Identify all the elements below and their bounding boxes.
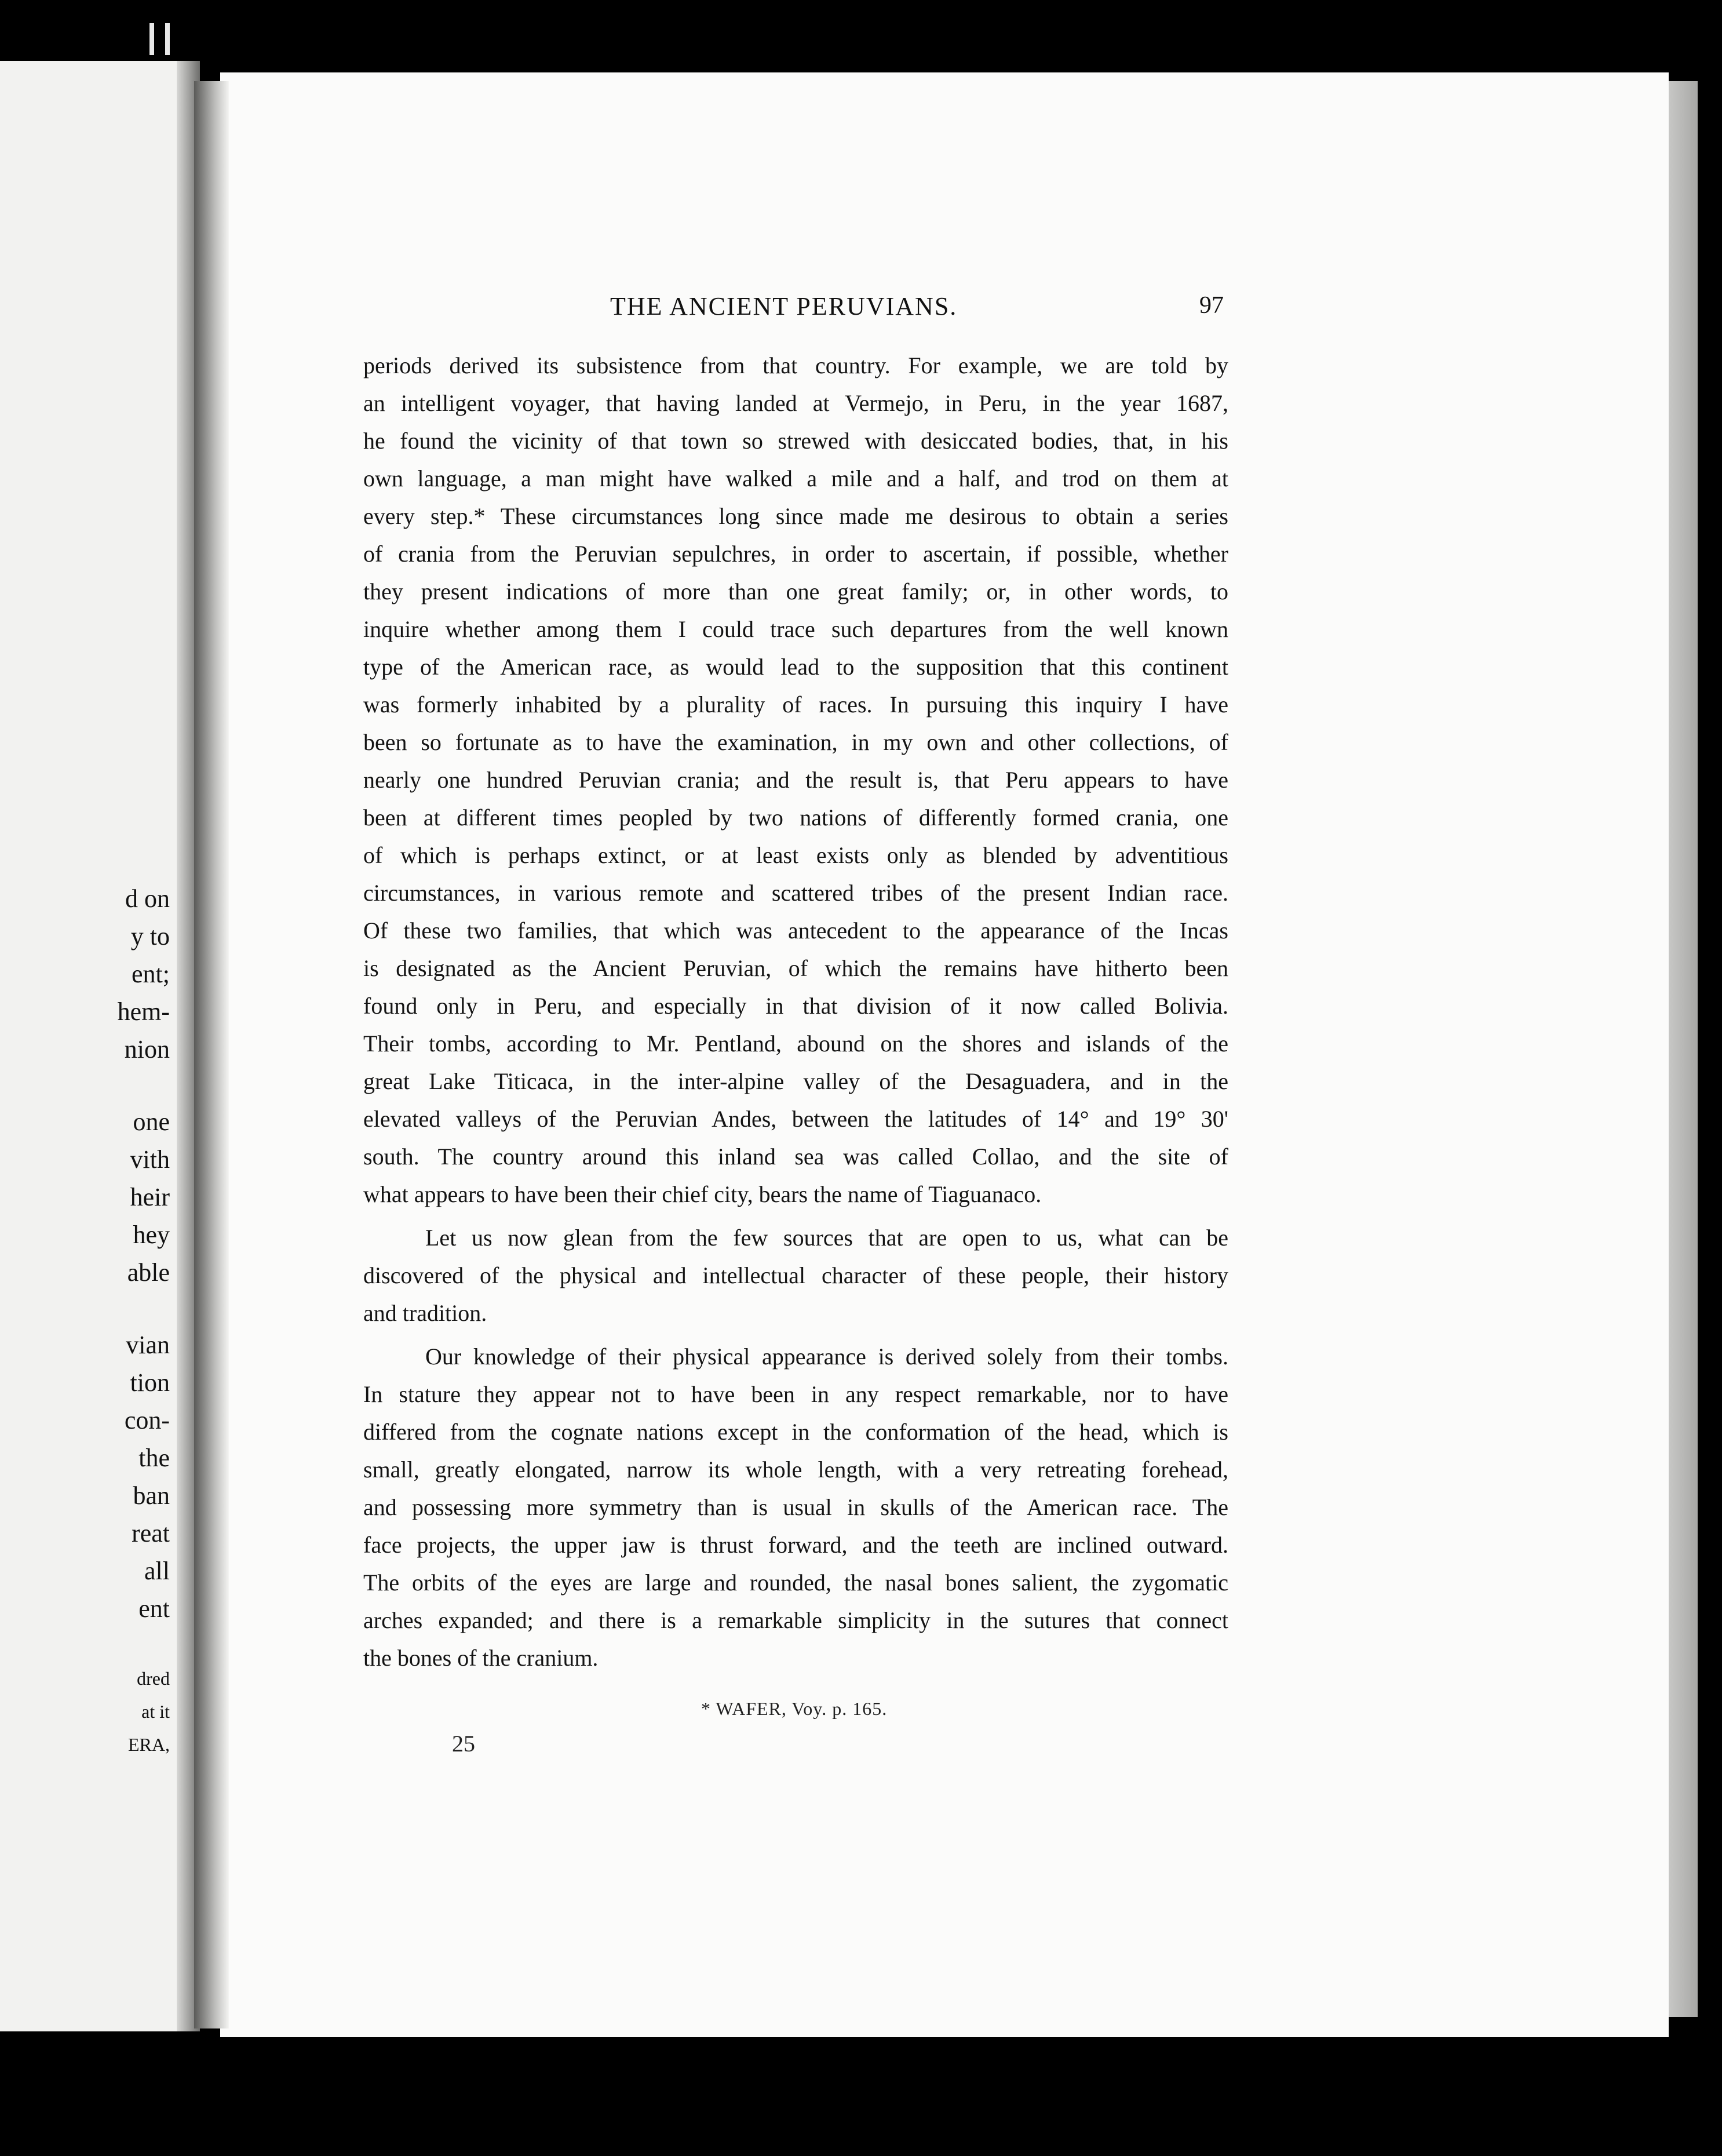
text-line: great Lake Titicaca, in the inter-alpine valley of the Desaguadera, and in the <box>363 1068 1228 1094</box>
left-fragment: heir <box>130 1183 170 1211</box>
left-fragment-gap <box>118 1068 170 1103</box>
footnote: * WAFER, Voy. p. 165. <box>701 1698 888 1719</box>
text-line: and possessing more symmetry than is usual in skulls of the American race. The <box>363 1494 1228 1520</box>
text-line: and tradition. <box>363 1300 487 1326</box>
text-line: circumstances, in various remote and scattered tribes of the present Indian race. <box>363 880 1228 906</box>
signature-mark: 25 <box>452 1731 475 1757</box>
text-line: face projects, the upper jaw is thrust forward, and the teeth are inclined outward. <box>363 1532 1228 1558</box>
text-line: Our knowledge of their physical appearance is derived solely from their tombs. <box>425 1343 1228 1370</box>
paragraph-gap <box>363 1332 1228 1338</box>
binding-shadow <box>194 81 229 2028</box>
left-fragment-gap <box>118 1291 170 1326</box>
left-fragment: ban <box>133 1481 170 1510</box>
running-title: THE ANCIENT PERUVIANS. <box>610 292 958 321</box>
text-line: an intelligent voyager, that having landed at Vermejo, in Peru, in the year 1687, <box>363 390 1228 416</box>
paragraph-gap <box>363 1213 1228 1219</box>
text-line: he found the vicinity of that town so strewed with desiccated bodies, that, in his <box>363 428 1228 454</box>
text-line: nearly one hundred Peruvian crania; and the result is, that Peru appears to have <box>363 767 1228 793</box>
text-line: Let us now glean from the few sources that are open to us, what can be <box>425 1225 1228 1251</box>
text-line: been at different times peopled by two nations of differently formed crania, one <box>363 804 1228 831</box>
left-footnote-fragment: ERA, <box>128 1734 170 1755</box>
body-text <box>363 347 1228 1677</box>
text-line: of crania from the Peruvian sepulchres, in order to ascertain, if possible, whether <box>363 541 1228 567</box>
text-line: is designated as the Ancient Peruvian, of which the remains have hitherto been <box>363 955 1228 981</box>
left-fragment: d on <box>125 884 170 913</box>
left-fragment: hem- <box>117 997 170 1026</box>
left-fragment: all <box>144 1557 170 1585</box>
left-fragment: ent <box>138 1594 170 1623</box>
text-line: In stature they appear not to have been in any respect remarkable, nor to have <box>363 1381 1228 1407</box>
film-edge-mark <box>165 23 170 55</box>
left-fragment: con- <box>124 1406 170 1434</box>
left-fragment: vith <box>130 1145 170 1174</box>
text-line: Their tombs, according to Mr. Pentland, abound on the shores and islands of the <box>363 1030 1228 1057</box>
left-fragment-gap <box>118 1627 170 1662</box>
text-line: of which is perhaps extinct, or at least exists only as blended by adventitious <box>363 842 1228 868</box>
left-fragment: ent; <box>132 960 170 988</box>
text-line: they present indications of more than one great family; or, in other words, to <box>363 578 1228 604</box>
text-line: been so fortunate as to have the examination, in my own and other collections, of <box>363 729 1228 755</box>
text-line: found only in Peru, and especially in that division of it now called Bolivia. <box>363 993 1228 1019</box>
text-line: what appears to have been their chief city, bears the name of Tiaguanaco. <box>363 1181 1042 1207</box>
text-line: every step.* These circumstances long since made me desirous to obtain a series <box>363 503 1228 529</box>
left-fragment: hey <box>133 1221 170 1249</box>
left-fragment: vian <box>126 1331 170 1359</box>
text-line: inquire whether among them I could trace such departures from the well known <box>363 616 1228 642</box>
text-line: periods derived its subsistence from that country. For example, we are told by <box>363 352 1228 378</box>
text-line: arches expanded; and there is a remarkable simplicity in the sutures that connect <box>363 1607 1228 1633</box>
left-fragment: nion <box>124 1035 170 1064</box>
left-page-text-fragments <box>118 880 170 1761</box>
text-line: elevated valleys of the Peruvian Andes, between the latitudes of 14° and 19° 30' <box>363 1106 1228 1132</box>
left-fragment: tion <box>130 1368 170 1397</box>
text-line: The orbits of the eyes are large and rounded, the nasal bones salient, the zygomatic <box>363 1569 1228 1596</box>
left-footnote-fragment: dred <box>137 1668 170 1689</box>
left-fragment: one <box>133 1108 170 1136</box>
text-line: was formerly inhabited by a plurality of races. In pursuing this inquiry I have <box>363 691 1228 718</box>
text-line: Of these two families, that which was antecedent to the appearance of the Incas <box>363 917 1228 944</box>
text-line: south. The country around this inland sea was called Collao, and the site of <box>363 1143 1228 1170</box>
text-line: type of the American race, as would lead to the supposition that this continent <box>363 654 1228 680</box>
text-line: discovered of the physical and intellectual character of these people, their history <box>363 1262 1228 1288</box>
left-fragment: able <box>127 1258 170 1287</box>
left-fragment: reat <box>132 1519 170 1547</box>
left-fragment: the <box>138 1444 170 1472</box>
left-footnote-fragment: at it <box>141 1701 170 1722</box>
text-line: small, greatly elongated, narrow its whole length, with a very retreating forehead, <box>363 1456 1228 1483</box>
text-line: the bones of the cranium. <box>363 1645 599 1671</box>
left-facing-page <box>0 61 200 2031</box>
left-fragment: y to <box>130 922 170 950</box>
text-line: own language, a man might have walked a mile and a half, and trod on them at <box>363 465 1228 491</box>
text-line: differed from the cognate nations except in the conformation of the head, which is <box>363 1419 1228 1445</box>
page-number: 97 <box>1199 292 1224 319</box>
film-edge-mark <box>149 23 154 55</box>
